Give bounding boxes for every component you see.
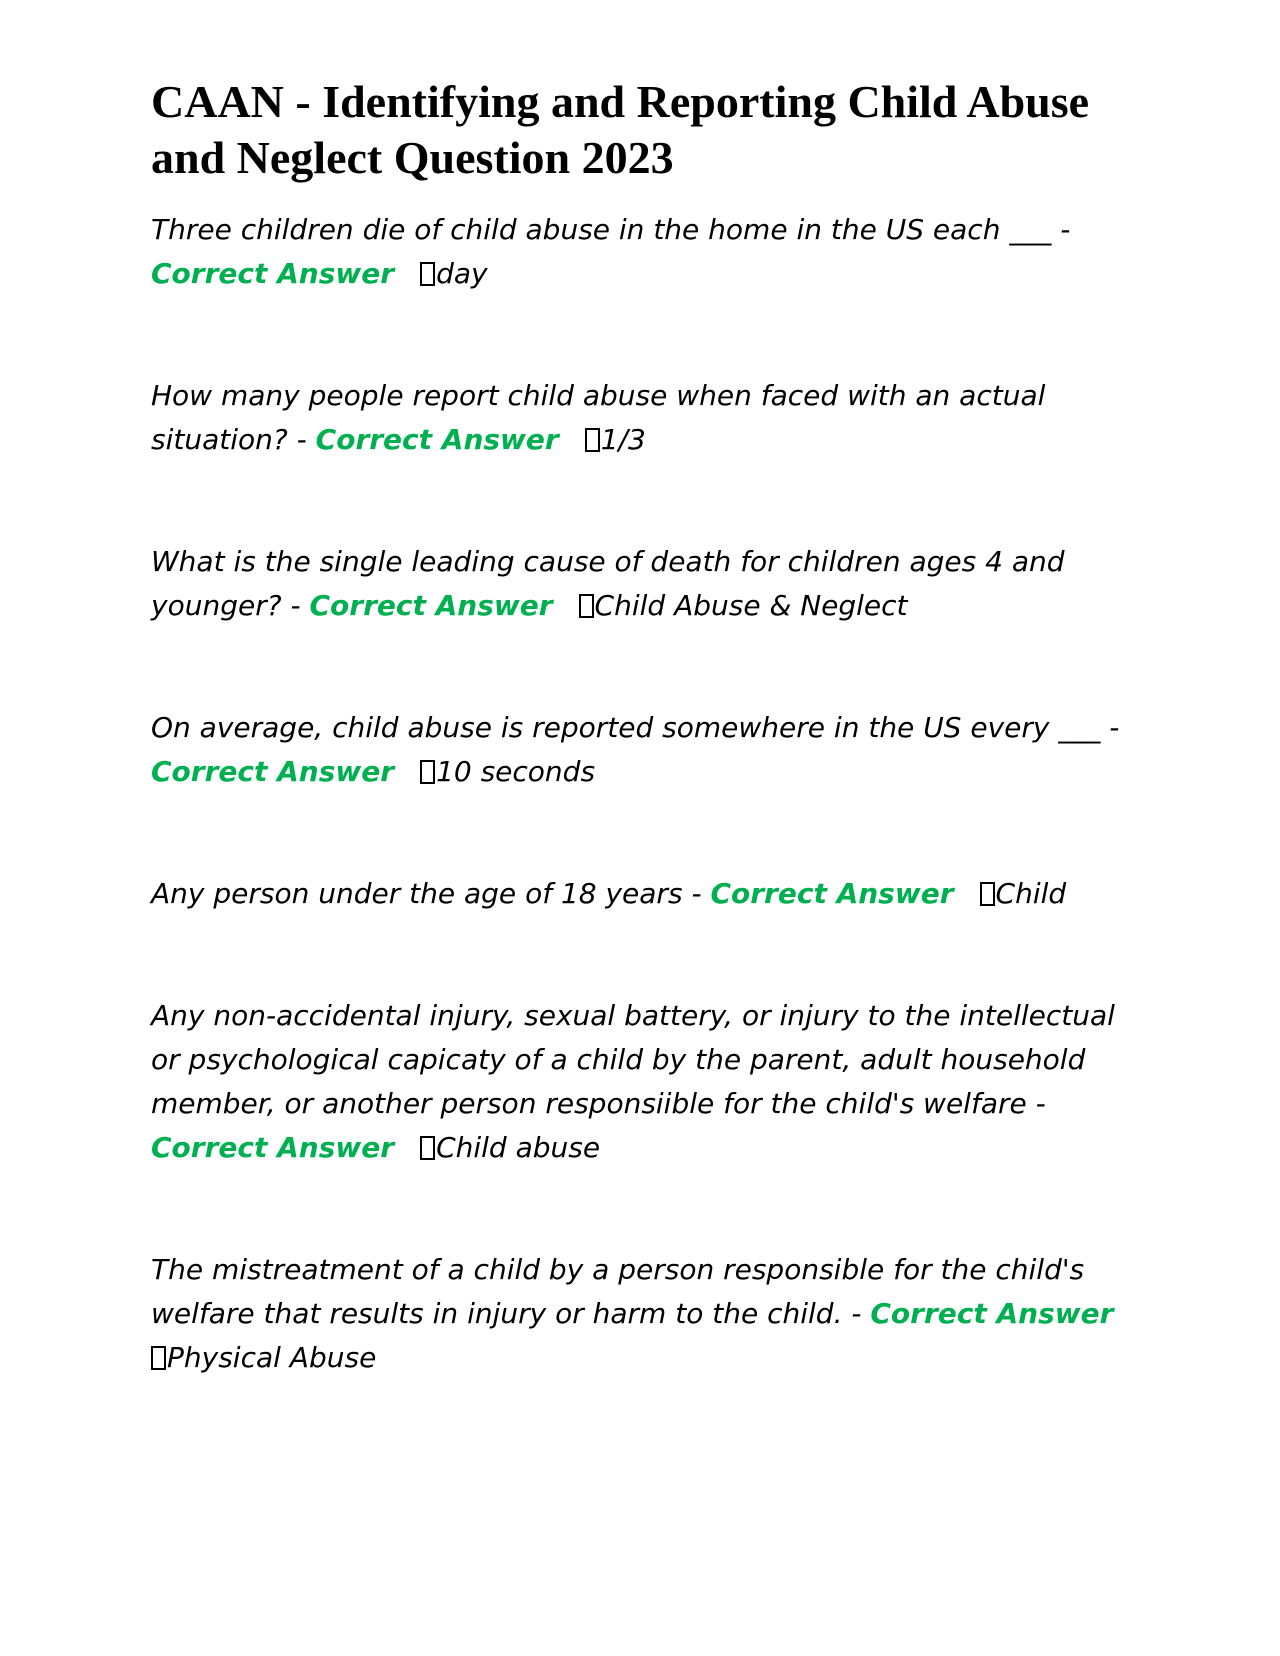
question-text: On average, child abuse is reported somewhere in the US every ___ (151, 711, 1101, 744)
separator: - (1026, 1087, 1046, 1120)
answer-text: day (436, 257, 488, 290)
qa-item (151, 540, 1141, 628)
box-glyph-icon (420, 262, 435, 286)
qa-item (151, 208, 1141, 296)
document-content (151, 74, 1141, 1458)
question-text: Any non-accidental injury, sexual battery, or injury to the intellectual or psychological capicaty of a child by the parent, adult household member, or another person responsiible for the child's welfare (151, 999, 1115, 1120)
correct-answer-label: Correct Answer (309, 589, 553, 622)
answer-text: Child Abuse & Neglect (594, 589, 908, 622)
correct-answer-label: Correct Answer (710, 877, 954, 910)
answer-text: 10 seconds (436, 755, 596, 788)
qa-item (151, 706, 1141, 794)
correct-answer-label: Correct Answer (870, 1297, 1114, 1330)
answer-text: 1/3 (600, 423, 646, 456)
box-glyph-icon (151, 1346, 166, 1370)
box-glyph-icon (579, 594, 594, 618)
correct-answer-label: Correct Answer (151, 1131, 395, 1164)
correct-answer-label: Correct Answer (315, 423, 559, 456)
box-glyph-icon (420, 1136, 435, 1160)
separator: - (287, 423, 316, 456)
box-glyph-icon (420, 760, 435, 784)
qa-item (151, 872, 1141, 916)
answer-text: Child abuse (436, 1131, 601, 1164)
separator: - (1051, 213, 1071, 246)
separator: - (1100, 711, 1120, 744)
document-title: CAAN - Identifying and Reporting Child Abuse and Neglect Question 2023 (151, 76, 1090, 183)
qa-item (151, 374, 1141, 462)
separator: - (281, 589, 310, 622)
question-text: The mistreatment of a child by a person responsible for the child's welfare that results in injury or harm to the child. (151, 1253, 1085, 1330)
correct-answer-label: Correct Answer (151, 755, 395, 788)
separator: - (682, 877, 711, 910)
question-text: Any person under the age of 18 years (151, 877, 683, 910)
answer-text: Child (995, 877, 1067, 910)
question-text: How many people report child abuse when faced with an actual situation? (151, 379, 1046, 456)
question-text: What is the single leading cause of death for children ages 4 and younger? (151, 545, 1065, 622)
qa-item (151, 994, 1141, 1170)
question-text: Three children die of child abuse in the home in the US each ___ (151, 213, 1052, 246)
qa-item (151, 1248, 1141, 1380)
correct-answer-label: Correct Answer (151, 257, 395, 290)
separator: - (842, 1297, 871, 1330)
box-glyph-icon (585, 428, 600, 452)
answer-text: Physical Abuse (167, 1341, 377, 1374)
box-glyph-icon (980, 882, 995, 906)
